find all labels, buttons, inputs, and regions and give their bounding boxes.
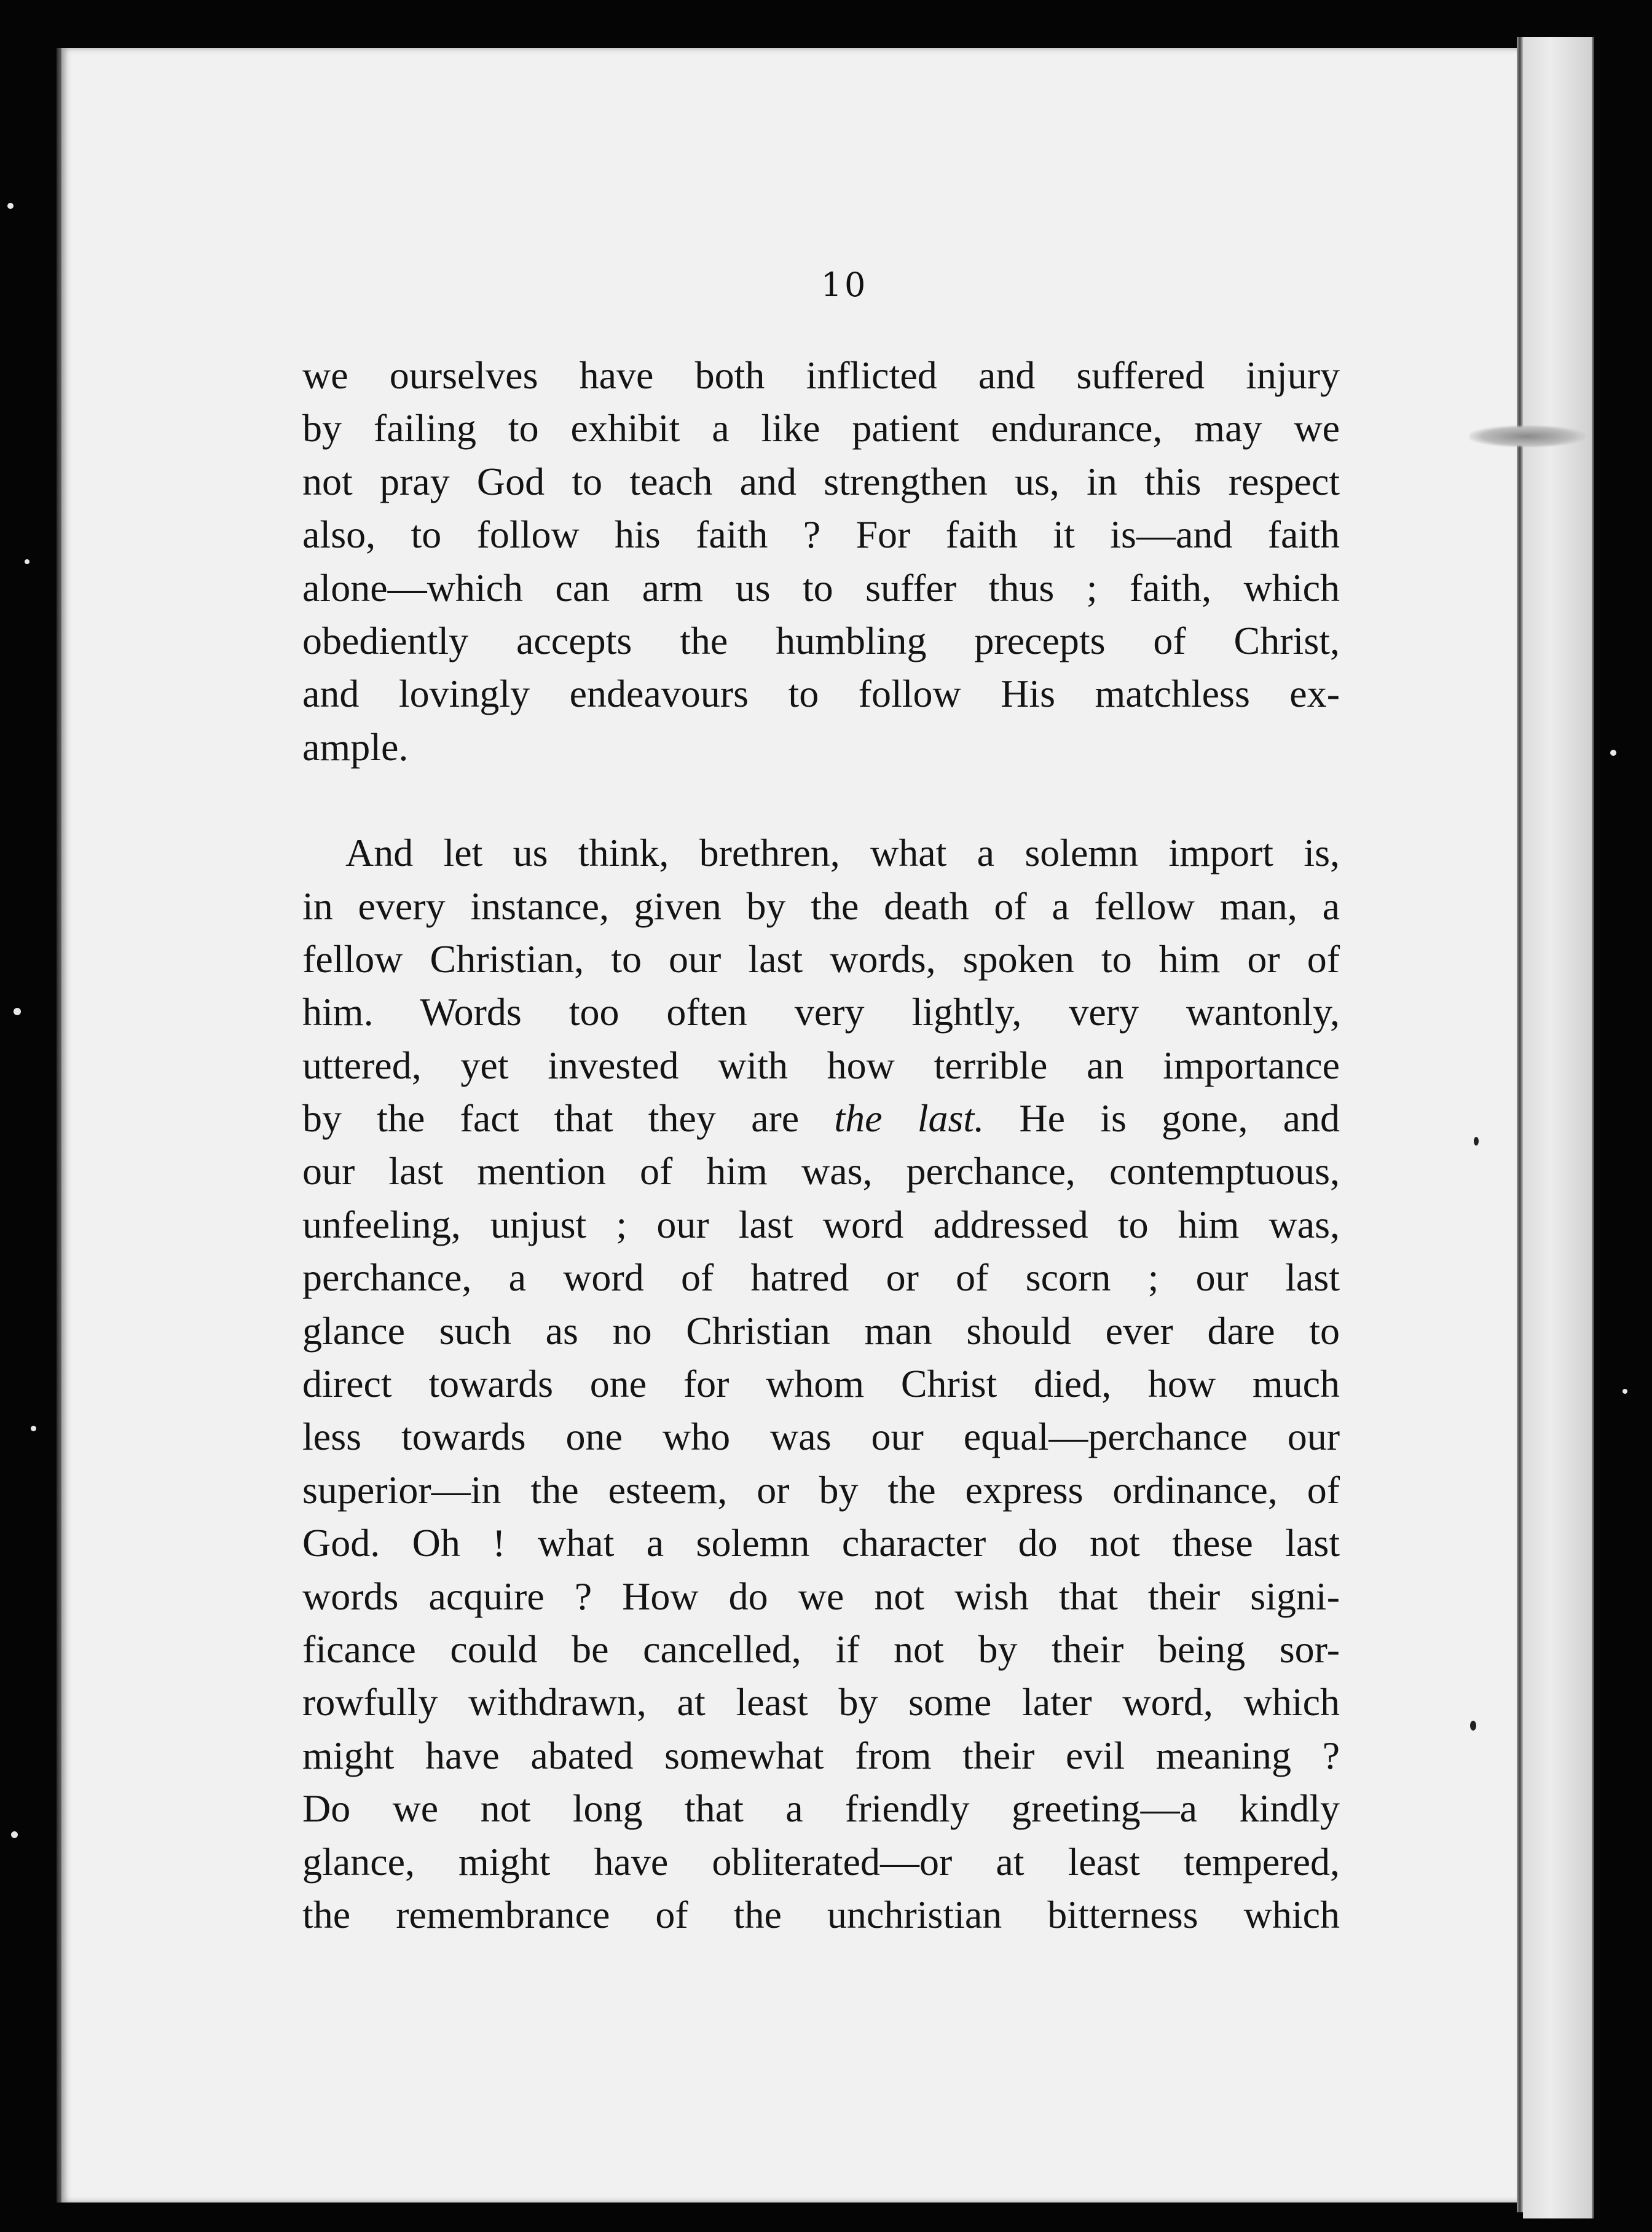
text-line: alone—which can arm us to suffer thus ; faith, which bbox=[302, 565, 1340, 610]
dust-speck bbox=[31, 1426, 36, 1431]
text-line: we ourselves have both inflicted and suffered injury bbox=[302, 353, 1340, 397]
text-line: not pray God to teach and strengthen us, in this respect bbox=[302, 459, 1340, 503]
text-line: uttered, yet invested with how terrible an importance bbox=[302, 1043, 1340, 1087]
page-number: 10 bbox=[820, 265, 868, 304]
text-line: might have abated somewhat from their evil meaning ? bbox=[302, 1733, 1340, 1777]
next-page-edge bbox=[1523, 37, 1594, 2218]
paragraph-2 bbox=[302, 827, 1340, 1941]
text-line: words acquire ? How do we not wish that their signi- bbox=[302, 1574, 1340, 1618]
text-line: direct towards one for whom Christ died, how much bbox=[302, 1362, 1340, 1406]
text-line: superior—in the esteem, or by the express ordinance, of bbox=[302, 1468, 1340, 1512]
dust-speck bbox=[1610, 750, 1616, 756]
text-line: in every instance, given by the death of a fellow man, a bbox=[302, 884, 1340, 928]
text-line: obediently accepts the humbling precepts of Christ, bbox=[302, 618, 1340, 662]
text-line: glance such as no Christian man should ever dare to bbox=[302, 1308, 1340, 1353]
text-line: fellow Christian, to our last words, spoken to him or of bbox=[302, 937, 1340, 981]
dust-speck bbox=[7, 203, 14, 209]
dust-speck bbox=[1470, 1721, 1476, 1731]
paragraph-gap bbox=[302, 774, 1340, 827]
text-line: unfeeling, unjust ; our last word addressed to him was, bbox=[302, 1202, 1340, 1246]
italic-phrase: the last. bbox=[834, 1096, 985, 1141]
binding-thread bbox=[1469, 425, 1586, 447]
text-line: perchance, a word of hatred or of scorn ; our last bbox=[302, 1256, 1340, 1300]
text-line-with-italic bbox=[302, 1092, 1340, 1145]
dust-speck bbox=[1622, 1389, 1627, 1394]
dust-speck bbox=[11, 1831, 18, 1838]
text-line: our last mention of him was, perchance, contemptuous, bbox=[302, 1149, 1340, 1193]
text-line: ample. bbox=[302, 725, 409, 769]
text-line: glance, might have obliterated—or at least tempered, bbox=[302, 1839, 1340, 1884]
text-line: God. Oh ! what a solemn character do not these last bbox=[302, 1521, 1340, 1565]
paragraph-1 bbox=[302, 349, 1340, 774]
dust-speck bbox=[14, 1008, 21, 1015]
text-run: He is gone, and bbox=[984, 1096, 1340, 1141]
body-text bbox=[302, 349, 1340, 1941]
text-run: by the fact that they are bbox=[302, 1096, 835, 1141]
text-line: him. Words too often very lightly, very wantonly, bbox=[302, 990, 1340, 1034]
text-line: ficance could be cancelled, if not by their being sor- bbox=[302, 1627, 1340, 1671]
dust-speck bbox=[1474, 1137, 1479, 1145]
text-line: by failing to exhibit a like patient endurance, may we bbox=[302, 406, 1340, 450]
book-fold bbox=[1517, 37, 1523, 2212]
text-line: rowfully withdrawn, at least by some later word, which bbox=[302, 1680, 1340, 1724]
text-line: and lovingly endeavours to follow His matchless ex- bbox=[302, 672, 1340, 716]
text-line: also, to follow his faith ? For faith it is—and faith bbox=[302, 513, 1340, 557]
dust-speck bbox=[25, 559, 30, 564]
text-line: And let us think, brethren, what a solemn import is, bbox=[345, 831, 1340, 875]
text-line: the remembrance of the unchristian bitterness which bbox=[302, 1892, 1340, 1936]
text-line: Do we not long that a friendly greeting—a kindly bbox=[302, 1786, 1340, 1831]
text-line: less towards one who was our equal—perchance our bbox=[302, 1415, 1340, 1459]
